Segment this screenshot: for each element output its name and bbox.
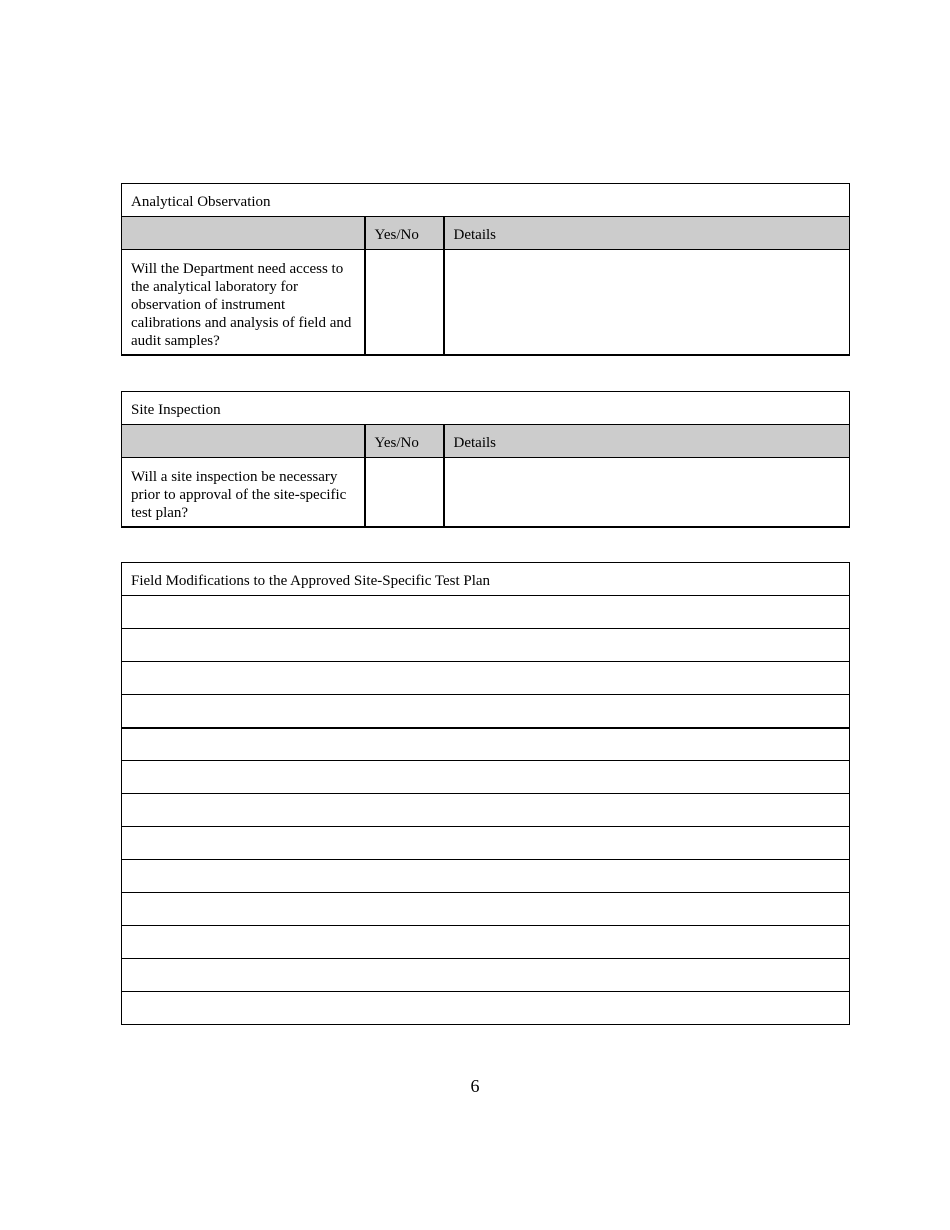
field-modification-entry[interactable]: [122, 860, 850, 893]
site-inspection-question: Will a site inspection be necessary prior to approval of the site-specific test plan?: [122, 458, 365, 528]
field-modification-entry[interactable]: [122, 728, 850, 761]
field-modifications-table: [121, 562, 850, 1025]
page-number: 6: [470, 1076, 480, 1096]
field-modification-entry[interactable]: [122, 992, 850, 1025]
field-modification-entry[interactable]: [122, 662, 850, 695]
header-blank-cell: [122, 425, 365, 458]
field-modification-entry[interactable]: [122, 596, 850, 629]
field-modification-entry[interactable]: [122, 761, 850, 794]
field-modification-entry[interactable]: [122, 893, 850, 926]
yes-no-header: Yes/No: [365, 425, 444, 458]
site-inspection-table: [121, 391, 850, 528]
details-header: Details: [444, 217, 850, 250]
site-inspection-title: Site Inspection: [122, 392, 850, 425]
analytical-observation-question: Will the Department need access to the analytical laboratory for observation of instrument calibrations and analysis of field and audit samples?: [122, 250, 365, 356]
field-modification-entry[interactable]: [122, 629, 850, 662]
yes-no-header: Yes/No: [365, 217, 444, 250]
analytical-observation-details-field[interactable]: [444, 250, 850, 356]
site-inspection-yes-no-field[interactable]: [365, 458, 444, 528]
field-modifications-title: Field Modifications to the Approved Site-Specific Test Plan: [122, 563, 850, 596]
site-inspection-details-field[interactable]: [444, 458, 850, 528]
field-modification-entry[interactable]: [122, 827, 850, 860]
analytical-observation-title: Analytical Observation: [122, 184, 850, 217]
field-modification-entry[interactable]: [122, 794, 850, 827]
field-modification-entry[interactable]: [122, 959, 850, 992]
details-header: Details: [444, 425, 850, 458]
header-blank-cell: [122, 217, 365, 250]
analytical-observation-yes-no-field[interactable]: [365, 250, 444, 356]
analytical-observation-table: [121, 183, 850, 356]
field-modification-entry[interactable]: [122, 695, 850, 728]
field-modification-entry[interactable]: [122, 926, 850, 959]
